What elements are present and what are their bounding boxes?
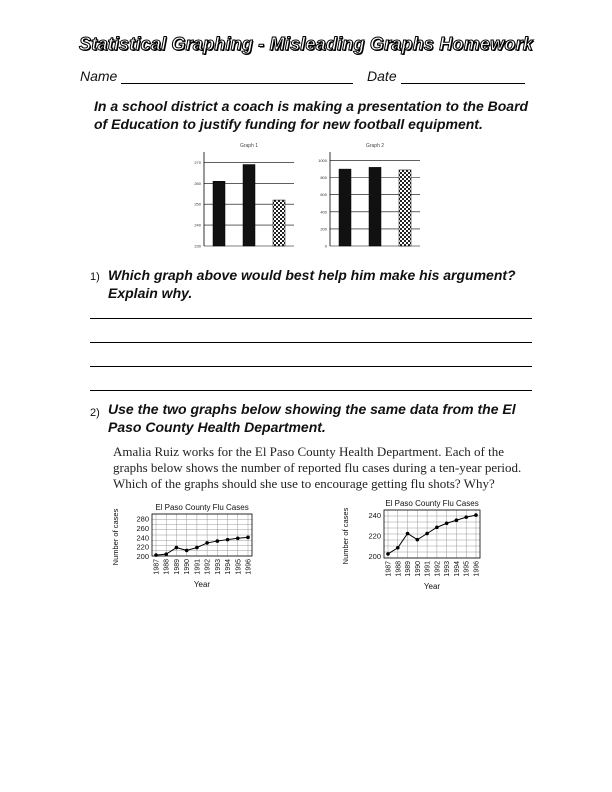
x-tick-label: 1990 <box>184 559 192 575</box>
x-tick-label: 1990 <box>414 561 422 577</box>
y-tick-label: 240 <box>368 511 381 521</box>
data-point <box>154 553 158 557</box>
x-tick-label: 1991 <box>194 559 202 575</box>
x-tick-label: 1991 <box>424 561 432 577</box>
answer-line-3[interactable] <box>90 366 532 367</box>
x-tick-label: 1995 <box>235 559 243 575</box>
data-point <box>175 546 179 550</box>
x-tick-label: 1993 <box>214 559 222 575</box>
bar <box>273 200 285 246</box>
data-point <box>464 515 468 519</box>
y-tick-label: 260 <box>194 180 201 186</box>
data-point <box>216 539 220 543</box>
y-tick-label: 270 <box>194 159 201 165</box>
data-point <box>236 536 240 540</box>
data-point <box>455 518 459 522</box>
y-tick-label: 200 <box>136 552 149 561</box>
x-axis-label: Year <box>423 582 441 591</box>
x-tick-label: 1988 <box>163 559 171 575</box>
x-tick-label: 1987 <box>385 561 393 577</box>
y-tick-label: 280 <box>136 514 149 524</box>
y-tick-label: 230 <box>194 243 201 249</box>
x-axis-label: Year <box>193 580 211 589</box>
question-1-text: Which graph above would best help him make his argument? Explain why. <box>108 267 516 301</box>
passage-text: Amalia Ruiz works for the El Paso County Health Department. Each of the graphs below shows the number of reported flu cases during a ten-year period. Which of the graphs should she use to encourage getting flu shots? Why? <box>113 444 522 491</box>
x-tick-label: 1989 <box>173 559 181 575</box>
bar <box>243 165 255 246</box>
y-tick-label: 260 <box>136 524 149 533</box>
y-axis-label: Number of cases <box>341 507 350 565</box>
date-field[interactable] <box>401 69 525 84</box>
y-tick-label: 220 <box>368 531 381 541</box>
line-chart-2 <box>338 494 498 606</box>
data-point <box>205 541 209 545</box>
bar <box>213 181 225 246</box>
y-tick-label: 0 <box>324 243 327 249</box>
question-2-num: 2) <box>90 407 100 419</box>
series-line <box>388 515 476 554</box>
name-label: Name <box>80 68 118 84</box>
y-axis-label: Number of cases <box>111 508 120 566</box>
bar-chart-2-title: Graph 2 <box>365 143 385 149</box>
line-chart-4-title: El Paso County Flu Cases <box>385 499 479 508</box>
question-1-number: 1) <box>90 271 100 283</box>
data-point <box>226 538 230 542</box>
data-point <box>435 526 439 530</box>
y-tick-label: 250 <box>194 201 201 207</box>
data-point <box>445 521 449 525</box>
data-point <box>474 513 478 517</box>
answer-line-4[interactable] <box>90 390 532 391</box>
y-tick-label: 400 <box>320 209 327 215</box>
data-point <box>195 546 199 550</box>
x-tick-label: 1993 <box>444 561 452 577</box>
data-point <box>416 538 420 542</box>
x-tick-label: 1988 <box>395 561 403 577</box>
data-point <box>406 532 410 536</box>
line-chart-3-title: El Paso County Flu Cases <box>155 503 249 512</box>
bar-chart-2 <box>308 140 428 256</box>
data-point <box>386 552 390 556</box>
page-title: Statistical Graphing - Misleading Graphs Homework <box>79 34 533 54</box>
name-date-row <box>80 68 525 84</box>
data-point <box>246 536 250 540</box>
data-point <box>164 552 168 556</box>
x-tick-label: 1989 <box>405 561 413 577</box>
x-tick-label: 1992 <box>204 559 212 575</box>
x-tick-label: 1994 <box>453 561 461 577</box>
answer-line-1[interactable] <box>90 318 532 319</box>
name-field[interactable] <box>121 69 353 84</box>
question-2-number <box>90 402 100 422</box>
y-tick-label: 200 <box>368 551 381 561</box>
x-tick-label: 1994 <box>225 559 233 575</box>
y-tick-label: 240 <box>194 222 201 228</box>
line-chart-1 <box>108 496 268 606</box>
x-tick-label: 1992 <box>434 561 442 577</box>
x-tick-label: 1996 <box>245 559 253 575</box>
y-tick-label: 600 <box>320 192 327 198</box>
intro-text: In a school district a coach is making a presentation to the Board of Education to justify funding for new football equipment. <box>94 98 529 132</box>
bar-chart-1 <box>182 140 302 256</box>
bar <box>339 169 351 246</box>
date-label: Date <box>367 68 397 84</box>
bar <box>399 170 411 246</box>
data-point <box>185 549 189 553</box>
series-line <box>156 537 248 555</box>
bar <box>369 167 381 246</box>
data-point <box>396 546 400 550</box>
bar-chart-1-title: Graph 1 <box>239 143 259 149</box>
x-tick-label: 1987 <box>153 559 161 575</box>
y-tick-label: 220 <box>136 542 149 552</box>
data-point <box>425 532 429 536</box>
y-tick-label: 1000 <box>318 158 327 164</box>
y-tick-label: 200 <box>320 226 327 232</box>
y-tick-label: 800 <box>320 175 327 181</box>
question-2-text: Use the two graphs below showing the same data from the El Paso County Health Department. <box>108 401 516 435</box>
x-tick-label: 1995 <box>463 561 471 577</box>
y-tick-label: 240 <box>136 533 149 543</box>
answer-line-2[interactable] <box>90 342 532 343</box>
x-tick-label: 1996 <box>473 561 481 577</box>
